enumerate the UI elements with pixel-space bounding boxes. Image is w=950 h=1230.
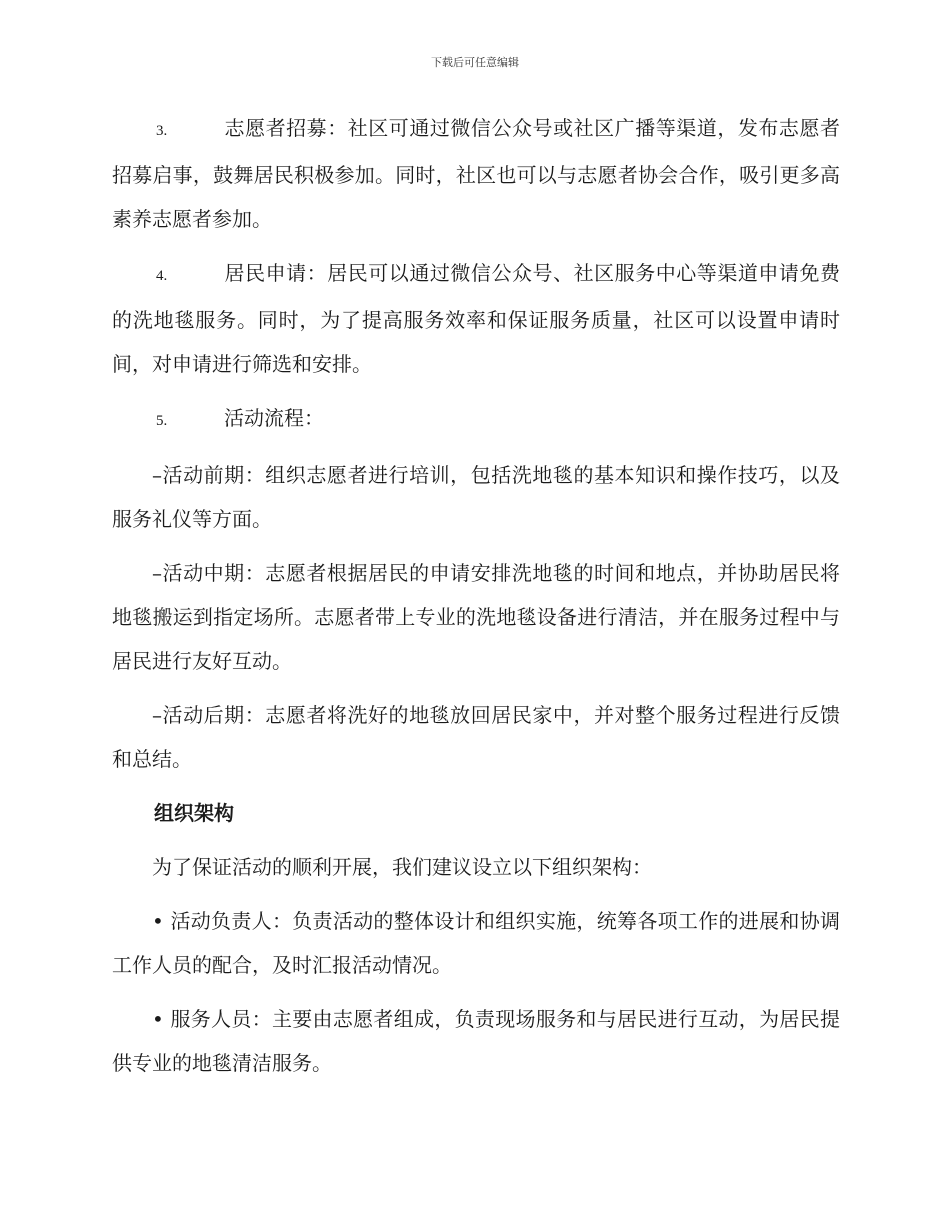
header-note: 下载后可任意编辑	[431, 56, 519, 69]
bullet-paragraph: • 服务人员：主要由志愿者组成，负责现场服务和与居民进行互动，为居民提供专业的地毯清洁服务。	[112, 1007, 840, 1075]
bullet-paragraph: • 活动负责人：负责活动的整体设计和组织实施，统筹各项工作的进展和协调工作人员的配合，及时汇报活动情况。	[112, 909, 840, 977]
flow-paragraph: –活动后期：志愿者将洗好的地毯放回居民家中，并对整个服务过程进行反馈和总结。	[112, 703, 840, 771]
flow-paragraph: –活动前期：组织志愿者进行培训，包括洗地毯的基本知识和操作技巧，以及服务礼仪等方面。	[112, 463, 840, 531]
item-number: 4.	[156, 268, 168, 284]
section-intro: 为了保证活动的顺利开展，我们建议设立以下组织架构：	[152, 855, 652, 879]
numbered-item	[112, 396, 840, 443]
item-number: 5.	[156, 413, 168, 429]
section-heading: 组织架构	[154, 801, 234, 825]
item-text: 居民申请：居民可以通过微信公众号、社区服务中心等渠道申请免费的洗地毯服务。同时，为了提高服务效率和保证服务质量，社区可以设置申请时间，对申请进行筛选和安排。	[112, 261, 840, 376]
numbered-item	[112, 106, 840, 241]
numbered-item	[112, 251, 840, 386]
item-text: 志愿者招募：社区可通过微信公众号或社区广播等渠道，发布志愿者招募启事，鼓舞居民积极参加。同时，社区也可以与志愿者协会合作，吸引更多高素养志愿者参加。	[112, 116, 840, 231]
document-body	[112, 106, 840, 1095]
item-number: 3.	[156, 123, 168, 139]
flow-paragraph: –活动中期：志愿者根据居民的申请安排洗地毯的时间和地点，并协助居民将地毯搬运到指定场所。志愿者带上专业的洗地毯设备进行清洁，并在服务过程中与居民进行友好互动。	[112, 561, 840, 673]
item-text: 活动流程：	[224, 406, 324, 430]
